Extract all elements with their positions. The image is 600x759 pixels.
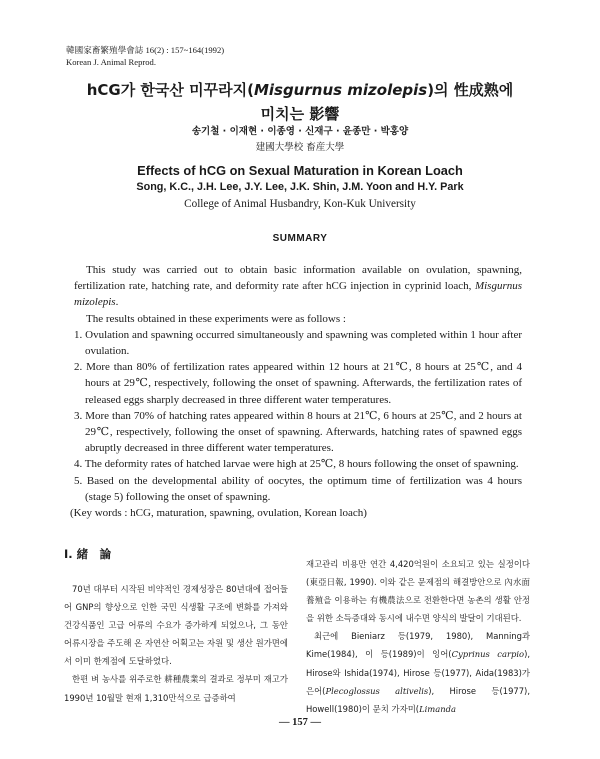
abstract-results-lead: The results obtained in these experiments were as follows : [86,312,346,325]
result-item: 1. Ovulation and spawning occurred simultaneously and spawning was completed within 1 hour after ovulation. [74,328,522,358]
title-english: Effects of hCG on Sexual Maturation in Korean Loach [137,163,463,178]
species-name: Limanda [419,703,456,714]
title-korean-species: Misgurnus mizolepis [253,81,428,99]
title-korean-line2: 미치는 影響 [260,105,340,123]
journal-korean: 韓國家畜繁殖學會誌 16(2) : 157~164(1992) [66,45,225,55]
summary-heading: SUMMARY [272,233,328,244]
abstract-intro-text: This study was carried out to obtain basic information available on ovulation, spawning, fertilization rate, hatching rate, and deformity rate after hCG injection in cyprinid loach, [74,264,522,293]
abstract [70,262,523,521]
body-paragraph: 재고관리 비용만 연간 4,420억원이 소요되고 있는 실정이다(東亞日報, 1990). 이와 같은 문제점의 해결방안으로 內水面養殖을 이용하는 有機農法으로 전환한다면 농촌의 생활 안정을 위한 소득증대와 동시에 내수면 양식의 발달이 기대된다. [306,559,530,624]
abstract-intro-end: . [115,296,119,309]
affiliation-english: College of Animal Husbandry, Kon-Kuk University [184,198,416,210]
journal-citation [66,44,224,68]
result-item: 4. The deformity rates of hatched larvae were high at 25℃, 8 hours following the onset of spawning. [74,458,519,471]
abstract-intro-species: Misgurnus mizolepis [74,280,523,309]
body-text: 최근에 Bieniarz 등(1979, 1980), Manning과 Kime(1984), 이 등(1989)이 잉어( [306,631,530,660]
affiliation-korean: 建國大學校 畜産大學 [255,142,345,153]
result-item: 5. Based on the developmental ability of oocytes, the optimum time of fertilization was 4 hours (stage 5) following the onset of spawning. [74,474,522,503]
body-text: ), Hirose 등(1977), Howell(1980)이 문치 가자미( [306,685,530,714]
body-column-right [306,555,530,718]
species-name: Cyprinus carpio [451,649,525,660]
body-column-left [64,580,288,707]
keywords: (Key words : hCG, maturation, spawning, ovulation, Korean loach) [70,507,367,520]
title-korean-part1: hCG가 한국산 미꾸라지( [86,81,254,99]
result-item: 2. More than 80% of fertilization rates appeared within 12 hours at 21℃, 8 hours at 25℃, and 4 hours at 29℃, respectively, following the onset of spawning. Afterwards, the fertilization rates of released eggs sharply decreased in three different water temperatures. [74,361,522,406]
body-text: ), Hirose와 Ishida(1974), Hirose 등(1977), Aida(1983)가 은어( [306,649,530,696]
species-name: Plecoglossus altivelis [325,685,429,696]
authors-english: Song, K.C., J.H. Lee, J.Y. Lee, J.K. Shin, J.M. Yoon and H.Y. Park [136,181,464,193]
abstract-intro [74,262,522,311]
journal-english: Korean J. Animal Reprod. [66,57,156,67]
authors-korean: 송기철 · 이재현 · 이종영 · 신재구 · 윤종만 · 박홍양 [191,126,409,137]
section-heading-introduction: Ⅰ. 緒 論 [64,547,112,561]
title-korean [0,78,600,126]
page-number: — 157 — [279,717,321,728]
body-paragraph [306,627,530,717]
results-list [74,327,522,505]
title-korean-part2: )의 性成熟에 [427,81,514,99]
body-paragraph: 한편 벼 농사를 위주로한 耕種農業의 결과로 정부미 재고가 1990년 10월말 현재 1,310만석으로 급증하여 [64,674,288,703]
result-item: 3. More than 70% of hatching rates appeared within 8 hours at 21℃, 6 hours at 25℃, and 2 hours at 29℃, respectively, following the onset of spawning. Afterwards, hatching rates of spawned eggs abruptly decreased in three different water temperatures. [74,409,522,455]
body-paragraph: 70년 대부터 시작된 비약적인 경제성장은 80년대에 접어들어 GNP의 향상으로 인한 국민 식생활 구조에 변화를 가져와 건강식품인 고급 어류의 수요가 증가하게 되었으나, 그 동안 어류시장을 주도해 온 자연산 어획고는 자원 및 생산 원가면에서 이미 한계점에 도달하였다. [64,584,288,667]
